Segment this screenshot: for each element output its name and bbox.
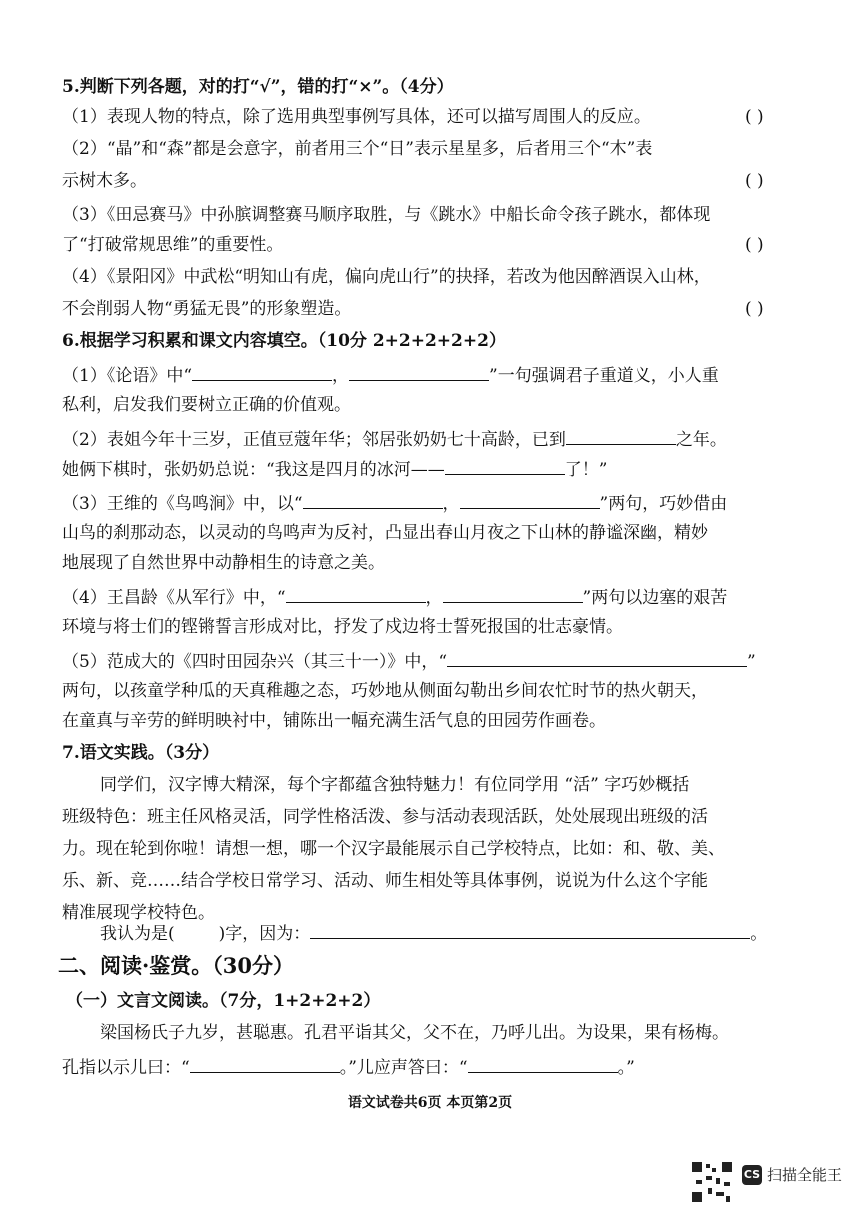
q6-item-5-blank[interactable] [447,648,747,667]
q7-answer-mid: )字，因为： [218,924,311,944]
q6-item-4-cont: 环境与将士们的铿锵誓言形成对比，抒发了戍边将士誓死报国的壮志豪情。 [62,617,623,637]
q6-item-2-lead: （2）表姐今年十三岁，正值豆蔻年华；邻居张奶奶七十高龄，已到 [62,430,566,450]
sub-1-title: （一）文言文阅读。（7分，1+2+2+2） [66,991,381,1011]
q6-item-1-tail: ”一句强调君子重道义，小人重 [489,366,719,386]
q6-item-5-lead: （5）范成大的《四时田园杂兴（其三十一）》中，“ [62,652,448,672]
classical-blank-a[interactable] [190,1054,340,1073]
q6-item-4-blank-b[interactable] [443,584,583,603]
q7-title: 7.语文实践。（3分） [62,743,220,763]
q7-reason-blank[interactable] [310,920,750,939]
q6-item-1-lead: （1）《论语》中“ [62,366,193,386]
q5-item-1: （1）表现人物的特点，除了选用典型事例写具体，还可以描写周围人的反应。 [62,107,651,127]
q6-item-1-comma: ， [332,366,350,386]
classical-blank-b[interactable] [468,1054,618,1073]
classical-line-2-lead: 孔指以示儿曰：“ [62,1058,190,1078]
q7-answer-end: 。 [750,924,768,944]
q6-item-3-comma: ， [442,494,460,514]
classical-line-1: 梁国杨氏子九岁，甚聪惠。孔君平诣其父，父不在，乃呼儿出。为设果，果有杨梅。 [100,1023,729,1043]
q5-answer-paren-1[interactable]: ( ) [745,107,764,127]
q6-item-1-blank-b[interactable] [349,362,489,381]
q5-title: 5.判断下列各题，对的打“√”，错的打“×”。（4分） [62,77,454,97]
q7-para-line-4: 乐、新、竞……结合学校日常学习、活动、师生相处等具体事例，说说为什么这个字能 [62,871,708,891]
scanner-brand-text: 扫描全能王 [767,1166,843,1184]
q6-item-5-cont2: 在童真与辛劳的鲜明映衬中，铺陈出一幅充满生活气息的田园劳作画卷。 [62,711,606,731]
camscanner-logo-icon: CS [742,1165,762,1185]
q6-item-1-blank-a[interactable] [192,362,332,381]
q7-para-line-2: 班级特色：班主任风格灵活，同学性格活泼、参与活动表现活跃，处处展现出班级的活 [62,807,708,827]
q5-item-4-cont: 不会削弱人物“勇猛无畏”的形象塑造。 [62,299,352,319]
q6-item-3-blank-b[interactable] [460,490,600,509]
classical-line-2 [62,1054,635,1079]
q6-item-3-tail: ”两句，巧妙借由 [599,494,728,514]
q7-para-line-3: 力。现在轮到你啦！请想一想，哪一个汉字最能展示自己学校特点，比如：和、敬、美、 [62,839,725,859]
q6-title: 6.根据学习积累和课文内容填空。（10分 2+2+2+2+2） [62,331,506,351]
classical-line-2-end: 。” [617,1058,635,1078]
q7-answer-line [100,920,767,945]
q5-item-2: （2）“晶”和“森”都是会意字，前者用三个“日”表示星星多，后者用三个“木”表 [62,139,653,159]
q6-item-2-blank-a[interactable] [566,426,676,445]
q5-item-3: （3）《田忌赛马》中孙膑调整赛马顺序取胜，与《跳水》中船长命令孩子跳水，都体现 [62,205,711,225]
q6-item-2-tail: 之年。 [675,430,727,450]
q6-item-3-cont: 山鸟的刹那动态，以灵动的鸟鸣声为反衬，凸显出春山月夜之下山林的静谧深幽，精妙 [62,523,708,543]
q6-item-1 [62,362,719,387]
q6-item-4 [62,584,727,609]
q6-item-3-cont2: 地展现了自然世界中动静相生的诗意之美。 [62,553,385,573]
q7-para-line-5: 精准展现学校特色。 [62,903,215,923]
q7-answer-lead: 我认为是( [100,924,175,944]
q6-item-2-cont [62,456,607,481]
q5-item-4: （4）《景阳冈》中武松“明知山有虎，偏向虎山行”的抉择，若改为他因醉酒误入山林， [62,267,711,287]
scanner-watermark [742,1164,842,1185]
q5-item-3-cont: 了“打破常规思维”的重要性。 [62,235,284,255]
q6-item-3 [62,490,727,515]
q5-answer-paren-3[interactable]: ( ) [745,235,764,255]
q6-item-4-lead: （4）王昌龄《从军行》中，“ [62,588,286,608]
q6-item-2-lead2: 她俩下棋时，张奶奶总说：“我这是四月的冰河—— [62,460,445,480]
page-footer: 语文试卷共6页 本页第2页 [347,1095,513,1111]
q6-item-2-blank-b[interactable] [445,456,565,475]
q5-answer-paren-4[interactable]: ( ) [745,299,764,319]
qr-code-icon [690,1160,734,1204]
q6-item-4-comma: ， [425,588,443,608]
classical-line-2-mid: 。”儿应声答曰：“ [339,1058,468,1078]
q6-item-4-tail: ”两句以边塞的艰苦 [582,588,728,608]
q6-item-4-blank-a[interactable] [286,584,426,603]
q6-item-5 [62,648,756,673]
q5-answer-paren-2[interactable]: ( ) [745,171,764,191]
q6-item-2 [62,426,727,451]
q6-item-1-cont: 私利，启发我们要树立正确的价值观。 [62,395,351,415]
q6-item-5-tail: ” [747,652,756,672]
q5-item-2-cont: 示树木多。 [62,171,147,191]
q6-item-3-blank-a[interactable] [303,490,443,509]
section-2-title: 二、阅读·鉴赏。（30分） [58,953,295,978]
q6-item-2-tail2: 了！” [564,460,608,480]
q6-item-3-lead: （3）王维的《鸟鸣涧》中，以“ [62,494,303,514]
q7-para-line-1: 同学们，汉字博大精深，每个字都蕴含独特魅力！有位同学用 “活” 字巧妙概括 [100,775,690,795]
q6-item-5-cont: 两句，以孩童学种瓜的天真稚趣之态，巧妙地从侧面勾勒出乡间农忙时节的热火朝天， [62,681,708,701]
